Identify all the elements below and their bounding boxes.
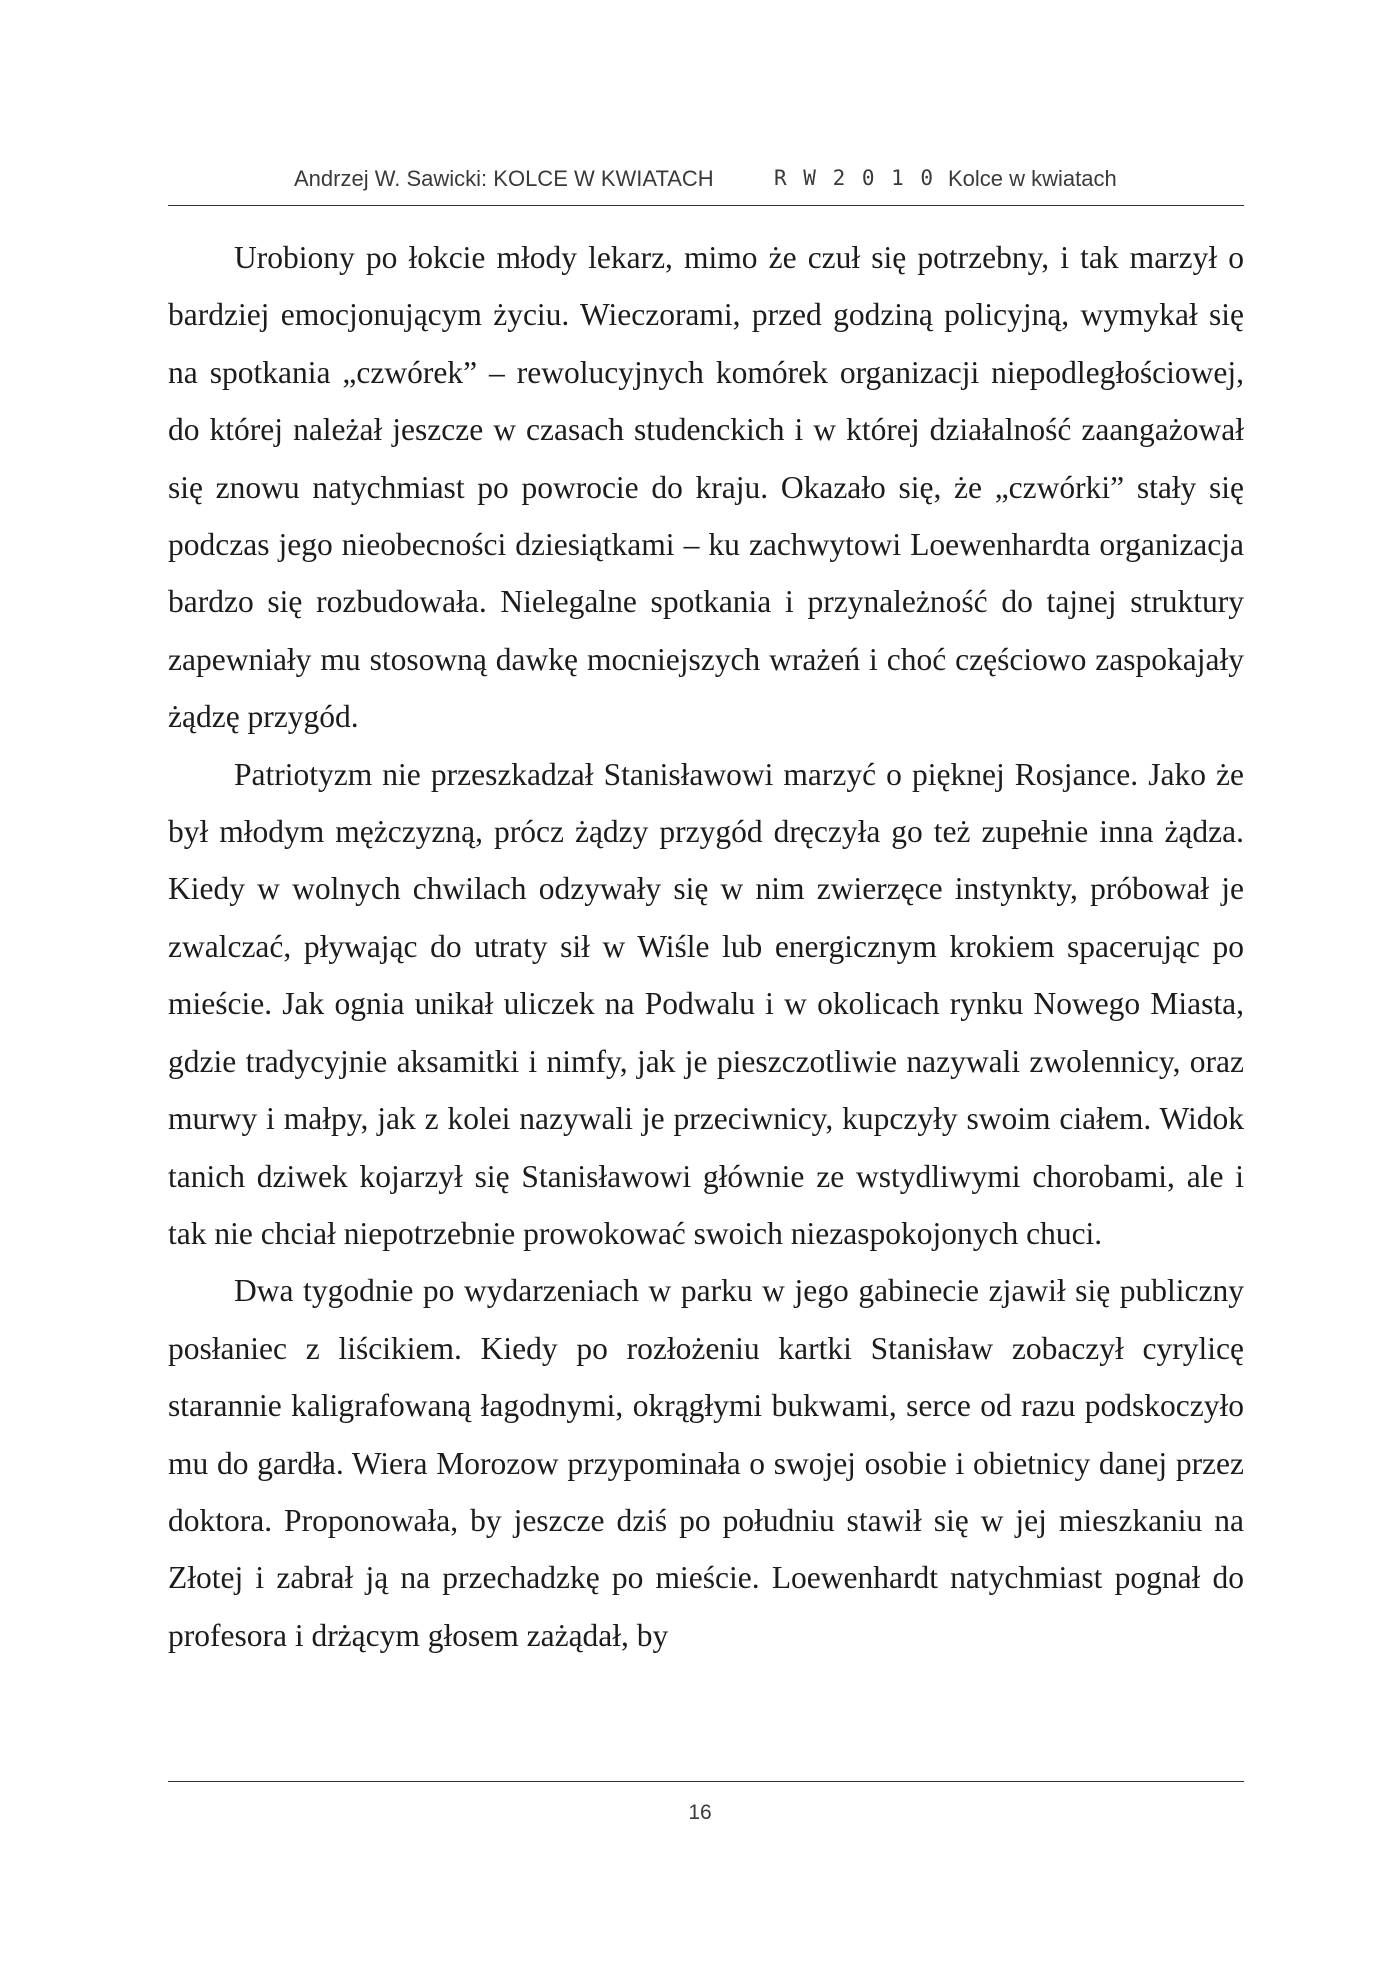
running-header <box>168 162 1244 196</box>
footer-divider <box>168 1781 1244 1782</box>
paragraph: Patriotyzm nie przeszkadzał Stanisławowi marzyć o pięknej Rosjance. Jako że był młodym mężczyzną, prócz żądzy przygód dręczyła go też zupełnie inna żądza. Kiedy w wolnych chwilach odzywały się w nim zwierzęce instynkty, próbował je zwalczać, pływając do utraty sił w Wiśle lub energicznym krokiem spacerując po mieście. Jak ognia unikał uliczek na Podwalu i w okolicach rynku Nowego Miasta, gdzie tradycyjnie aksamitki i nimfy, jak je pieszczotliwie nazywali zwolennicy, oraz murwy i małpy, jak z kolei nazywali je przeciwnicy, kupczyły swoim ciałem. Widok tanich dziwek kojarzył się Stanisławowi głównie ze wstydliwymi chorobami, ale i tak nie chciał niepotrzebnie prowokować swoich niezaspokojonych chuci. <box>168 756 1244 1251</box>
header-divider <box>168 205 1244 206</box>
header-book-title: Kolce w kwiatach <box>948 166 1117 191</box>
paragraph: Dwa tygodnie po wydarzeniach w parku w jego gabinecie zjawił się publiczny posłaniec z liścikiem. Kiedy po rozłożeniu kartki Stanisław zobaczył cyrylicę starannie kaligrafowaną łagodnymi, okrągłymi bukwami, serce od razu podskoczyło mu do gardła. Wiera Morozow przypominała o swojej osobie i obietnicy danej przez doktora. Proponowała, by jeszcze dziś po południu stawił się w jej mieszkaniu na Złotej i zabrał ją na przechadzkę po mieście. Loewenhardt natychmiast pognał do profesora i drżącym głosem zażądał, by <box>168 1273 1244 1653</box>
header-edition: R W 2 0 1 0 <box>774 166 936 190</box>
page-number: 16 <box>688 1801 712 1824</box>
paragraph: Urobiony po łokcie młody lekarz, mimo że czuł się potrzebny, i tak marzył o bardziej emocjonującym życiu. Wieczorami, przed godziną policyjną, wymykał się na spotkania „czwórek” – rewolucyjnych komórek organizacji niepodległościowej, do której należał jeszcze w czasach studenckich i w której działalność zaangażował się znowu natychmiast po powrocie do kraju. Okazało się, że „czwórki” stały się podczas jego nieobecności dziesiątkami – ku zachwytowi Loewenhardta organizacja bardzo się rozbudowała. Nielegalne spotkania i przynależność do tajnej struktury zapewniały mu stosowną dawkę mocniejszych wrażeń i choć częściowo zaspokajały żądzę przygód. <box>168 240 1244 735</box>
header-author-title: Andrzej W. Sawicki: KOLCE W KWIATACH <box>294 166 714 191</box>
body-text <box>168 229 1244 1664</box>
